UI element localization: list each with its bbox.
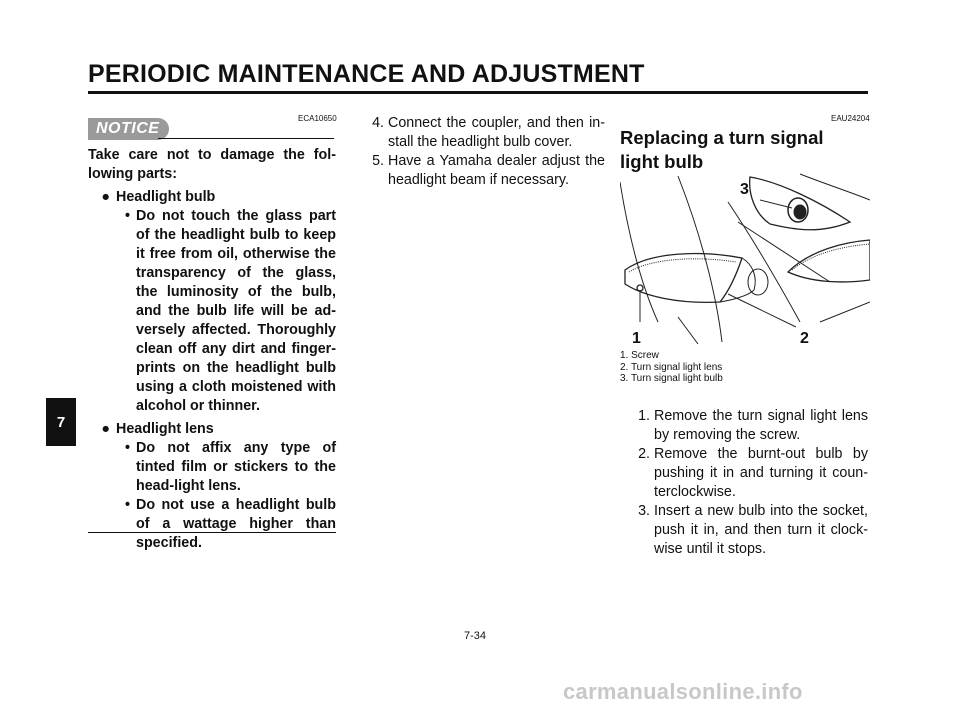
header-rule: [88, 91, 868, 94]
turn-signal-diagram: [620, 172, 870, 347]
notice-body: [88, 146, 336, 553]
figure-label-2: 2: [800, 330, 809, 347]
section-title: [620, 126, 870, 174]
notice-subitem: [88, 207, 336, 416]
notice-item-headlight-bulb: [88, 188, 336, 207]
notice-badge: NOTICE: [88, 118, 169, 140]
step-item: [620, 407, 868, 445]
step-text: Remove the turn signal light lens by removing the screw.: [654, 408, 868, 443]
caption-line: 2. Turn signal light lens: [620, 361, 723, 373]
notice-subitem: [88, 439, 336, 496]
sub-bullet-icon: •: [124, 208, 130, 224]
notice-intro: Take care not to damage the fol-lowing parts:: [88, 147, 336, 182]
figure-label-1: 1: [632, 330, 641, 347]
step-number: 5.: [372, 153, 384, 169]
sub-bullet-icon: •: [124, 497, 130, 513]
step-item: [360, 114, 605, 152]
step-number: 1.: [638, 408, 650, 424]
notice-subitem-text: Do not touch the glass part of the headlight bulb to keep it free from oil, otherwise the transparency of the glass, the luminosity of the bulb, and the bulb life will be ad-versely affected. Thoroughly clean off any dirt and finger-prints on the headlight bulb using a cloth moistened with alcohol or thinner.: [136, 208, 336, 414]
notice-item-headlight-lens: [88, 420, 336, 439]
section-title-line: light bulb: [620, 151, 704, 172]
section-code: EAU24204: [831, 114, 870, 123]
caption-line: 3. Turn signal light bulb: [620, 373, 723, 384]
step-text: Have a Yamaha dealer adjust the headlight beam if necessary.: [388, 153, 605, 188]
page-header-title: PERIODIC MAINTENANCE AND ADJUSTMENT: [88, 60, 645, 88]
notice-rule: [158, 138, 334, 139]
notice-item-label: Headlight lens: [116, 421, 214, 437]
watermark[interactable]: carmanualsonline.info: [563, 679, 803, 704]
step-number: 4.: [372, 115, 384, 131]
step-text: Remove the burnt-out bulb by pushing it in and turning it coun-terclockwise.: [654, 446, 868, 500]
figure-caption: [620, 350, 723, 385]
step-item: [620, 445, 868, 502]
step-number: 2.: [638, 446, 650, 462]
step-text: Connect the coupler, and then in-stall the headlight bulb cover.: [388, 115, 605, 150]
notice-subitem-text: Do not use a headlight bulb of a wattage higher than specified.: [136, 497, 336, 551]
caption-line: 1. Screw: [620, 350, 659, 361]
section-title-line: Replacing a turn signal: [620, 127, 824, 148]
step-item: [620, 502, 868, 559]
page-number: 7-34: [464, 630, 487, 642]
middle-steps: [360, 114, 605, 190]
bullet-dot-icon: ●: [101, 421, 110, 437]
notice-item-label: Headlight bulb: [116, 189, 216, 205]
step-item: [360, 152, 605, 190]
step-number: 3.: [638, 503, 650, 519]
notice-subitem-text: Do not affix any type of tinted film or stickers to the head-light lens.: [136, 440, 336, 494]
notice-code: ECA10650: [298, 114, 337, 123]
chapter-tab[interactable]: 7: [46, 398, 76, 446]
section-steps: [620, 407, 868, 559]
notice-subitem: [88, 496, 336, 553]
notice-bottom-rule: [88, 532, 336, 533]
sub-bullet-icon: •: [124, 440, 130, 456]
step-text: Insert a new bulb into the socket, push it in, and then turn it clock-wise until it stops.: [654, 503, 868, 557]
figure-label-3: 3: [740, 181, 749, 198]
bullet-dot-icon: ●: [101, 189, 110, 205]
